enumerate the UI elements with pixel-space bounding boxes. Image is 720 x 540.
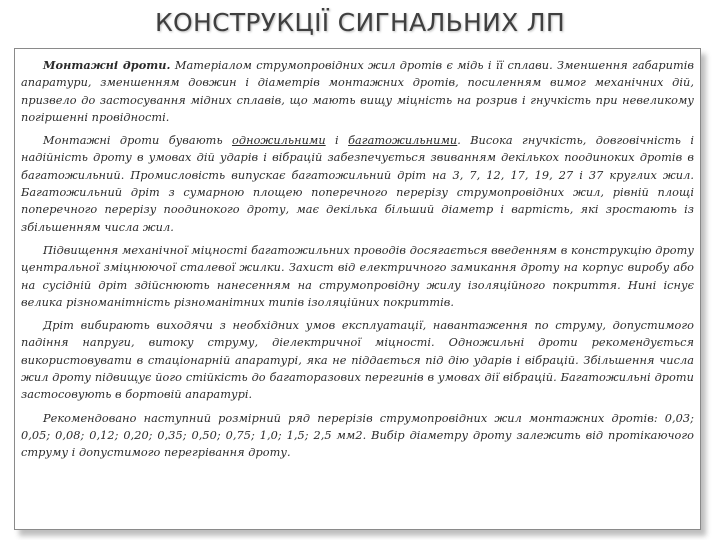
content-frame xyxy=(14,48,701,530)
paragraph-text: Монтажні дроти бувають xyxy=(43,134,233,148)
paragraph-wire-selection: Дріт вибирають виходячи з необхідних умов експлуатації, навантаження по струму, допустимого падіння напруги, витоку струму, діелектричної міцності. Одножильні дроти рекомендується використовувати в стаціонарній апаратурі, яка не піддається під дію ударів і вібрацій. Збільшення числа жил дроту підвищує його стійкість до багаторазових перегинів в умовах дії вібрацій. Багатожильні дроти застосовують в бортовій апаратурі. xyxy=(21,319,694,402)
paragraph-text: і xyxy=(325,134,349,148)
paragraph-cross-sections: Рекомендовано наступний розмірний ряд перерізів струмопровідних жил монтажних дротів: 0,03; 0,05; 0,08; 0,12; 0,20; 0,35; 0,50; 0,75; 1,0; 1,5; 2,5 мм2. Вибір діаметру дроту залежить від протікаючого струму і допустимого перегрівання дроту. xyxy=(21,411,694,460)
slide-title: КОНСТРУКЦІЇ СИГНАЛЬНИХ ЛП xyxy=(154,8,566,37)
paragraph-text: . Висока гнучкість, довговічність і надійність дроту в умовах дій ударів і вібрацій забезпечується звиванням декількох поодиноких дротів в багатожильний. Промисловість випускає багатожильний дріт на 3, 7, 12, 17, 19, 27 і 37 круглих жил. Багатожильний дріт з сумарною площею поперечного перерізу струмопровідних жил, рівній площі поперечного перерізу поодинокого дроту, має декілька більший діаметр і вартість, які зростають із збільшенням числа жил. xyxy=(21,134,694,234)
paragraph-lead: Монтажні дроти. xyxy=(43,58,171,72)
paragraph-mounting-wires xyxy=(21,57,694,126)
underlined-term-single-core: одножильними xyxy=(232,134,326,148)
underlined-term-multi-core: багатожильними xyxy=(348,134,458,148)
paragraph-mechanical-strength: Підвищення механічної міцності багатожильних проводів досягається введенням в конструкцію дроту центральної зміцнюючої сталевої жилки. Захист від електричного замикання дроту на корпус виробу або на сусідній дріт здійснюють нанесенням на струмопровідну жилу ізоляційного покриття. Нині існує велика різноманітність різноманітних типів ізоляційних покриттів. xyxy=(21,243,694,309)
paragraph-wire-types xyxy=(21,132,694,236)
paragraph-text: Матеріалом струмопровідних жил дротів є мідь і її сплави. Зменшення габаритів апаратури, зменшенням довжин і діаметрів монтажних дротів, посиленням вимог механічних дій, призвело до застосування мідних сплавів, що мають вищу міцність на розрив і гнучкість при невеликому погіршенні провідності. xyxy=(21,59,694,124)
